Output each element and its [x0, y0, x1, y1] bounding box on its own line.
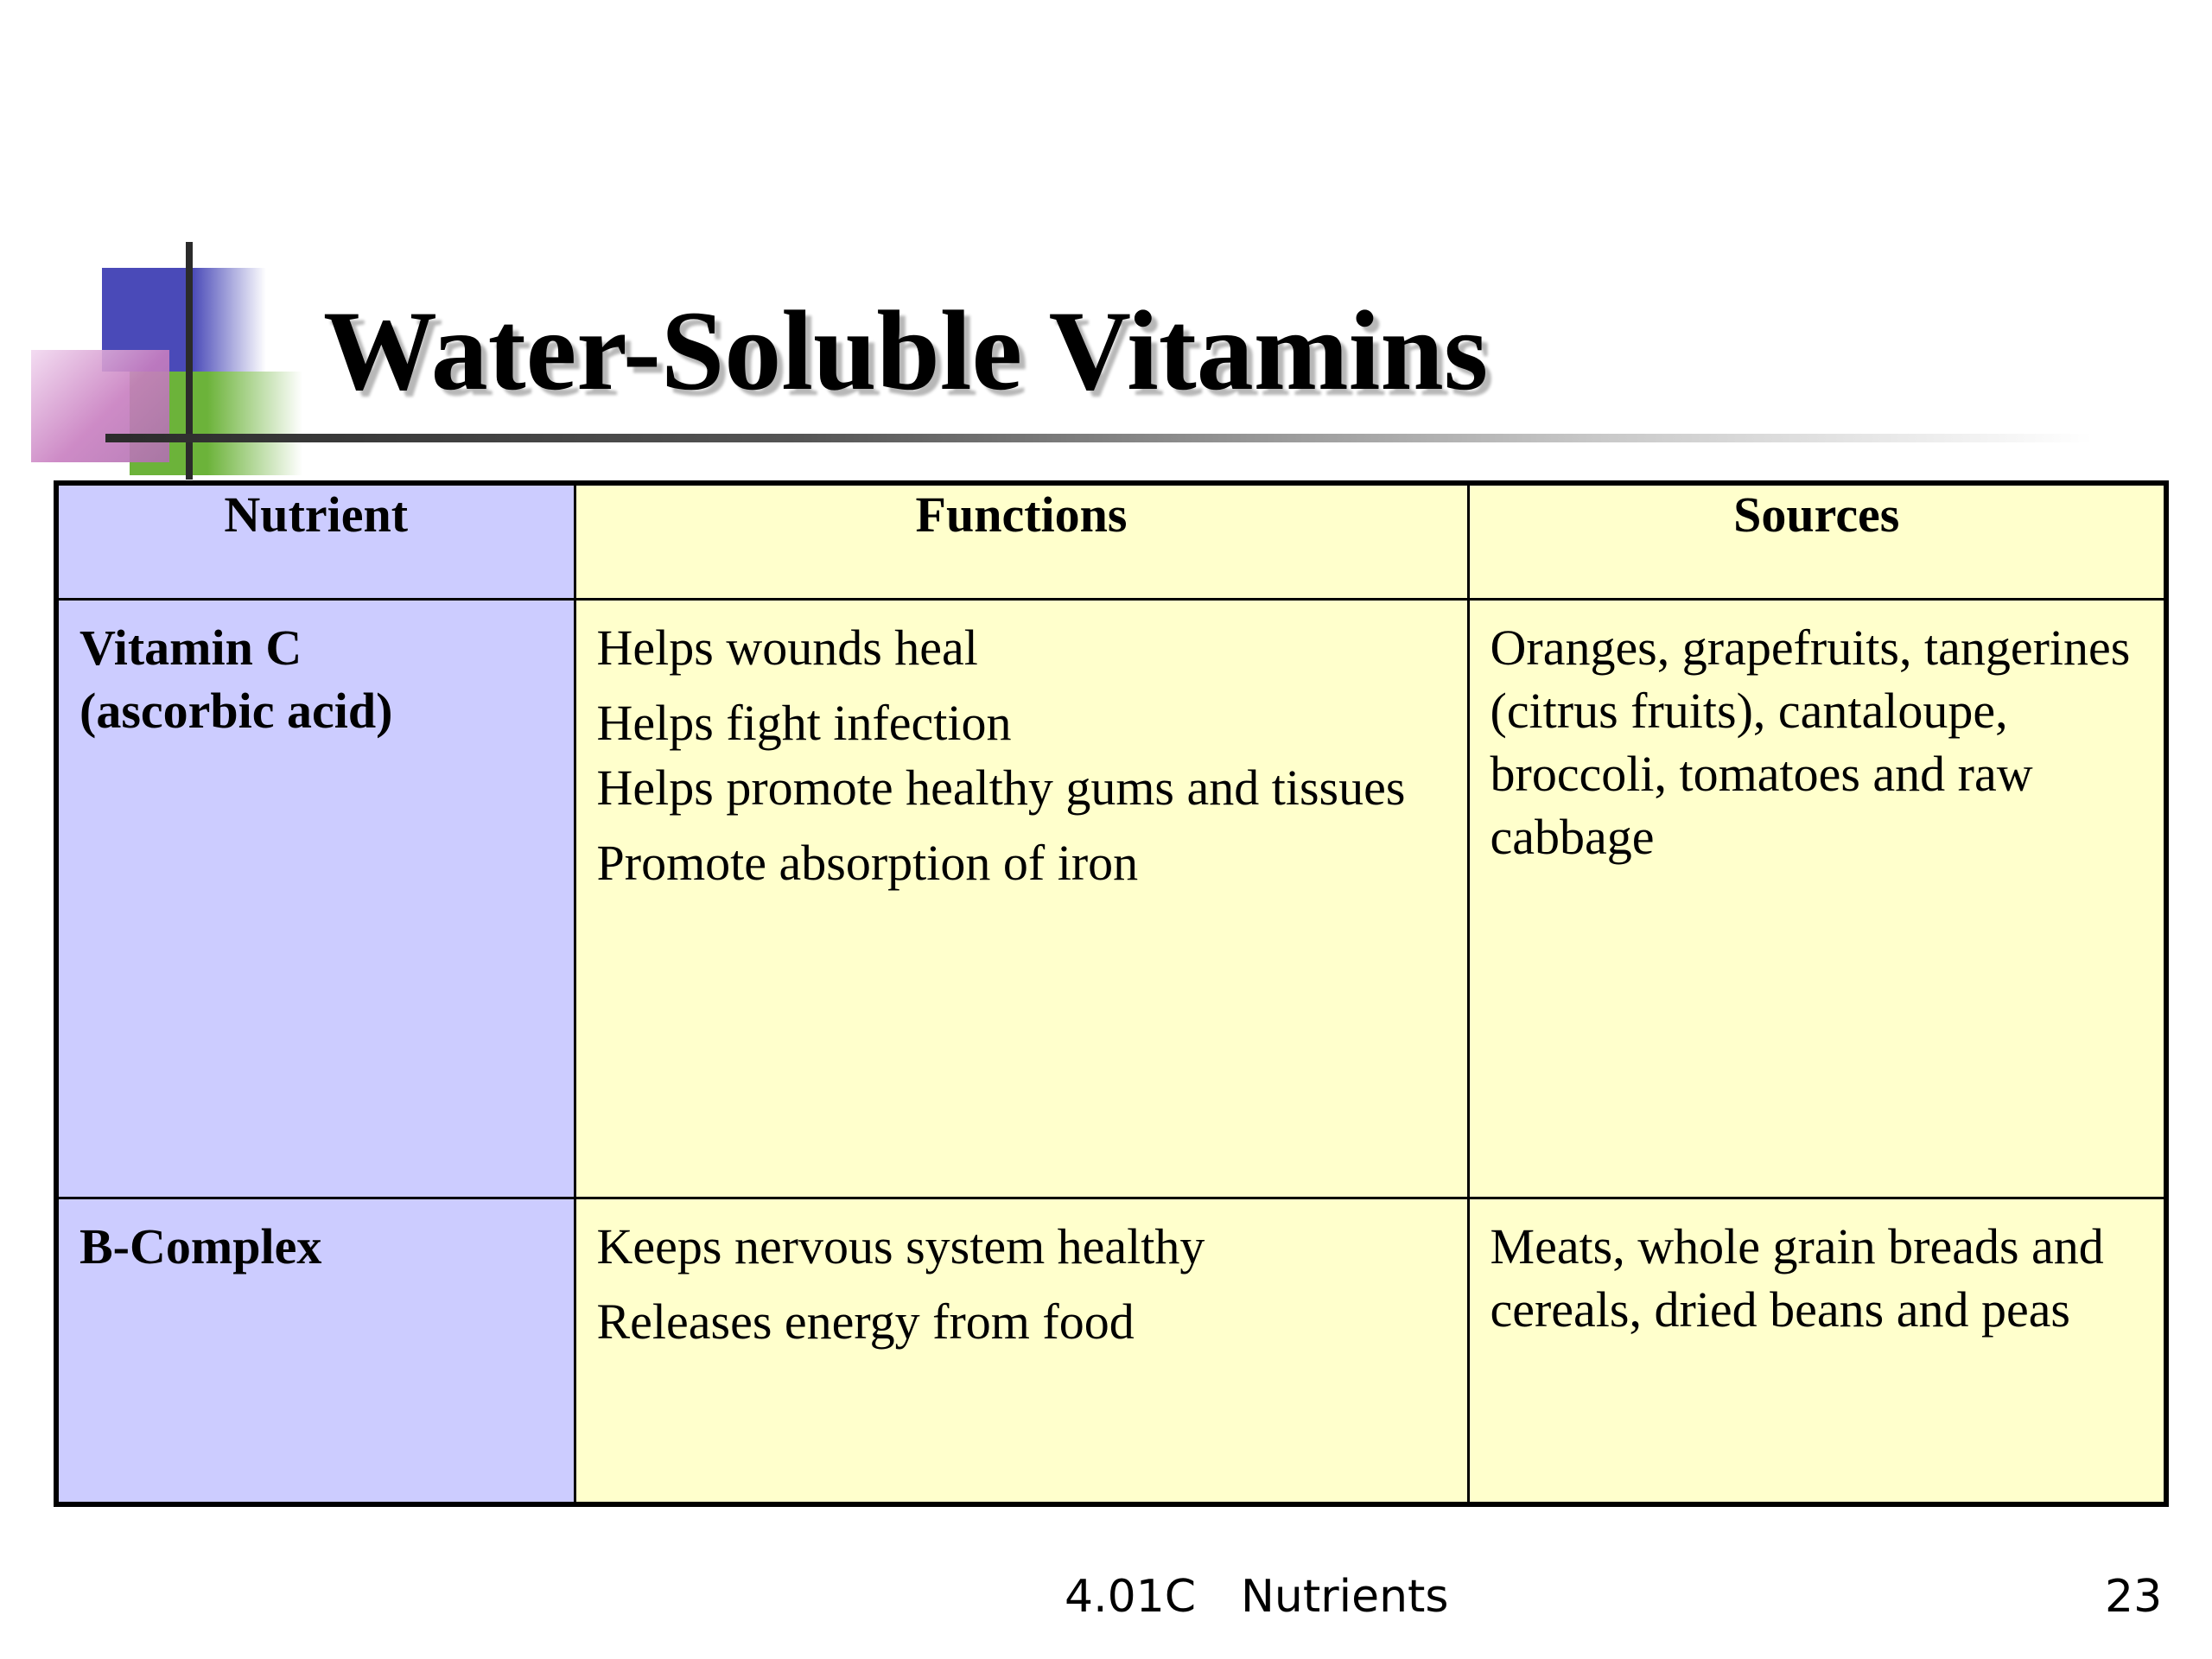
nutrient-cell [56, 1198, 575, 1504]
nutrient-name: B-Complex [79, 1217, 322, 1274]
sources-text: Meats, whole grain breads and cereals, dried beans and peas [1490, 1217, 2104, 1338]
table-row-b-complex [56, 1198, 2166, 1504]
sources-cell [1468, 599, 2166, 1198]
function-item: Helps promote healthy gums and tissues [596, 759, 1406, 816]
vitamins-table [54, 480, 2169, 1507]
page-number: 23 [2105, 1571, 2163, 1623]
nutrient-subname: (ascorbic acid) [79, 682, 393, 739]
function-item: Releases energy from food [596, 1293, 1135, 1350]
nutrient-cell [56, 599, 575, 1198]
header-sources: Sources [1468, 483, 2166, 599]
table-row-vitamin-c [56, 599, 2166, 1198]
sources-cell [1468, 1198, 2166, 1504]
function-item: Keeps nervous system healthy [596, 1217, 1205, 1274]
functions-cell [575, 1198, 1468, 1504]
functions-cell [575, 599, 1468, 1198]
header-functions: Functions [575, 483, 1468, 599]
table-header-row [56, 483, 2166, 599]
header-nutrient: Nutrient [56, 483, 575, 599]
decorative-vertical-line [186, 242, 193, 480]
slide-title: Water-Soluble Vitamins [323, 287, 1489, 414]
function-item: Helps fight infection [596, 694, 1012, 751]
function-item: Promote absorption of iron [596, 834, 1139, 891]
sources-text: Oranges, grapefruits, tangerines (citrus fruits), cantaloupe, broccoli, tomatoes and raw cabbage [1490, 619, 2131, 865]
decorative-pink-square [31, 350, 169, 462]
title-underline [105, 434, 2093, 442]
footer-topic: Nutrients [1241, 1571, 1449, 1623]
footer-course-code: 4.01C [1065, 1571, 1197, 1623]
nutrient-name: Vitamin C [79, 619, 302, 676]
function-item: Helps wounds heal [596, 619, 978, 676]
